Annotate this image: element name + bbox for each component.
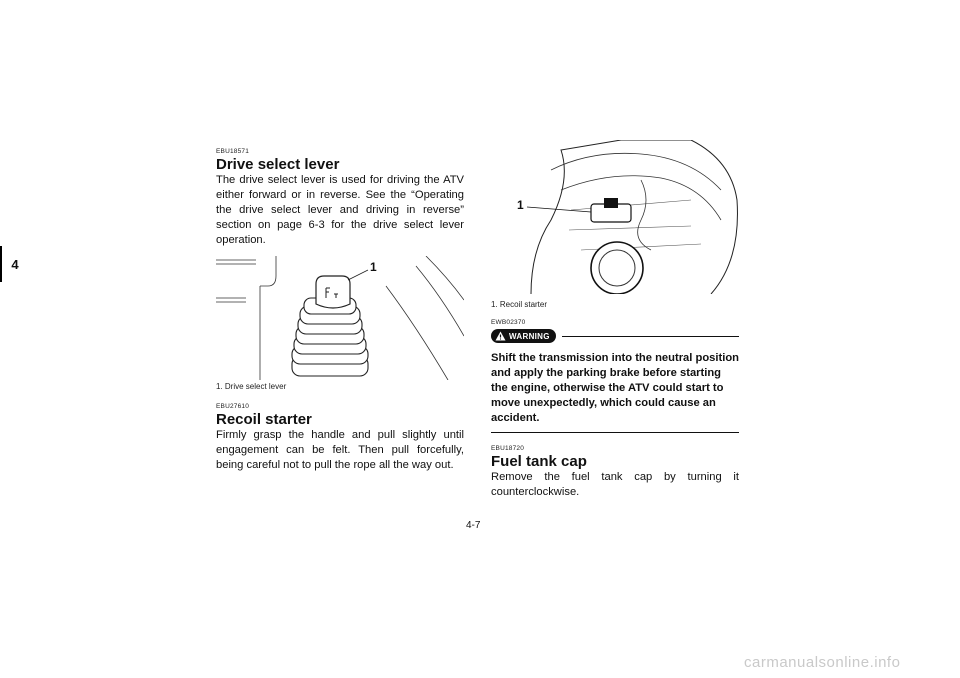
right-column: [491, 140, 739, 500]
section-code: EBU18571: [216, 148, 250, 155]
section-title-recoil-starter: Recoil starter: [216, 411, 312, 428]
section-body-recoil-starter: Firmly grasp the handle and pull slightly until engagement can be felt. Then pull forcefully, being careful not to pull the rope all the way out.: [216, 429, 464, 471]
warning-code: EWB02370: [491, 319, 526, 326]
figure-callout: 1: [370, 260, 377, 274]
section-body-drive-select-lever: The drive select lever is used for driving the ATV either forward or in reverse. See the “Operating the drive select lever and driving in reverse” section on page 6-3 for the drive select lever operation.: [216, 174, 464, 246]
warning-divider: [491, 432, 739, 433]
warning-header: [491, 327, 739, 345]
figure-drive-select-lever: [216, 256, 464, 380]
section-title-fuel-tank-cap: Fuel tank cap: [491, 453, 587, 470]
watermark: carmanualsonline.info: [744, 654, 901, 671]
warning-triangle-icon: [495, 331, 506, 341]
drive-select-lever-illustration: [216, 256, 464, 380]
chapter-tab: [0, 246, 28, 282]
section-code: EBU18720: [491, 445, 525, 452]
section-body-fuel-tank-cap: Remove the fuel tank cap by turning it counterclockwise.: [491, 471, 739, 498]
page-number: 4-7: [466, 520, 481, 531]
warning-text: Shift the transmission into the neutral position and apply the parking brake before starting the engine, otherwise the ATV could start to move unexpectedly, which could cause an accident.: [491, 352, 739, 424]
figure-callout: 1: [517, 198, 524, 212]
figure-caption-drive-select-lever: 1. Drive select lever: [216, 382, 287, 391]
warning-label: WARNING: [509, 331, 550, 341]
recoil-starter-illustration: [491, 140, 739, 294]
chapter-number: 4: [11, 256, 19, 272]
warning-rule: [562, 336, 739, 337]
figure-recoil-starter: [491, 140, 739, 294]
left-column: [216, 148, 464, 473]
figure-caption-recoil-starter: 1. Recoil starter: [491, 300, 548, 309]
warning-badge: [491, 329, 556, 343]
section-code: EBU27610: [216, 403, 250, 410]
section-title-drive-select-lever: Drive select lever: [216, 156, 340, 173]
